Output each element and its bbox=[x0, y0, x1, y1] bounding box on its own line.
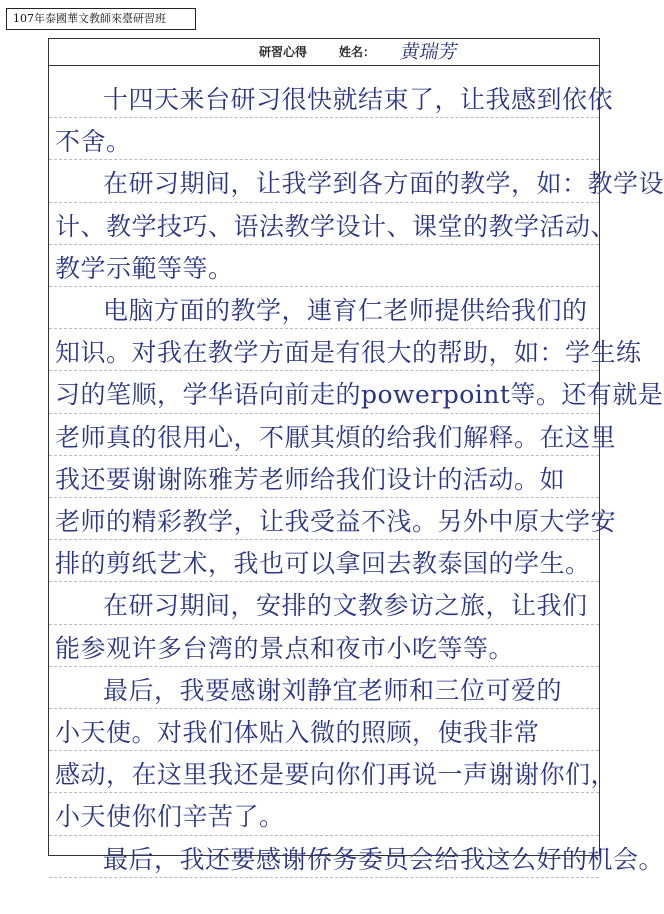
ruled-line bbox=[49, 792, 599, 793]
ruled-line bbox=[49, 624, 599, 625]
handwritten-line: 排的剪纸艺术，我也可以拿回去教泰国的学生。 bbox=[55, 549, 591, 579]
handwritten-line: 知识。对我在教学方面是有很大的帮助，如：学生练 bbox=[55, 338, 642, 368]
handwritten-line: 最后，我要感谢刘静宜老师和三位可爱的 bbox=[103, 675, 563, 705]
handwritten-line: 教学示範等等。 bbox=[55, 253, 234, 283]
name-value: 黄瑞芳 bbox=[398, 41, 460, 63]
handwritten-line: 老师真的很用心，不厭其煩的给我们解释。在这里 bbox=[55, 422, 617, 452]
handwritten-line: 在研习期间，让我学到各方面的教学，如：教学设 bbox=[103, 169, 664, 199]
sheet-header bbox=[49, 39, 599, 66]
ruled-line bbox=[49, 750, 599, 751]
ruled-line bbox=[49, 581, 599, 582]
ruled-line bbox=[49, 413, 599, 414]
ruled-line bbox=[49, 159, 599, 160]
form-title: 研習心得 bbox=[259, 45, 308, 59]
name-label: 姓名： bbox=[339, 45, 376, 59]
ruled-line bbox=[49, 328, 599, 329]
ruled-line bbox=[49, 497, 599, 498]
ruled-line bbox=[49, 708, 599, 709]
handwritten-line: 在研习期间，安排的文教参访之旅，让我们 bbox=[103, 591, 588, 621]
ruled-line bbox=[49, 877, 599, 878]
ruled-line bbox=[49, 370, 599, 371]
ruled-line bbox=[49, 835, 599, 836]
handwritten-line: 能参观许多台湾的景点和夜市小吃等等。 bbox=[55, 633, 515, 663]
program-header-label: 107年泰國華文教師來臺研習班 bbox=[6, 8, 196, 30]
handwritten-line: 小天使你们辛苦了。 bbox=[55, 802, 285, 832]
handwritten-line: 我还要谢谢陈雅芳老师给我们设计的活动。如 bbox=[55, 464, 566, 494]
handwritten-line: 感动，在这里我还是要向你们再说一声谢谢你们， bbox=[55, 760, 617, 790]
ruled-line bbox=[49, 244, 599, 245]
handwritten-line: 最后，我还要感谢侨务委员会给我这么好的机会。 bbox=[103, 844, 664, 874]
ruled-line bbox=[49, 117, 599, 118]
ruled-line bbox=[49, 539, 599, 540]
ruled-line bbox=[49, 455, 599, 456]
handwritten-line: 计、教学技巧、语法教学设计、课堂的教学活动、 bbox=[55, 211, 617, 241]
handwritten-line: 电脑方面的教学，連育仁老师提供给我们的 bbox=[103, 296, 588, 325]
handwritten-line: 十四天来台研习很快就结束了，让我感到依依 bbox=[103, 85, 614, 114]
ruled-line bbox=[49, 202, 599, 203]
handwritten-line: 不舍。 bbox=[55, 127, 132, 157]
handwritten-line: 老师的精彩教学，让我受益不浅。另外中原大学安 bbox=[55, 507, 617, 536]
handwritten-line: 小天使。对我们体贴入微的照顾，使我非常 bbox=[55, 718, 540, 747]
ruled-line bbox=[49, 666, 599, 667]
reflection-sheet bbox=[48, 38, 664, 874]
ruled-line bbox=[49, 286, 599, 287]
handwritten-line: 习的笔顺，学华语向前走的powerpoint等。还有就是 bbox=[55, 380, 664, 410]
